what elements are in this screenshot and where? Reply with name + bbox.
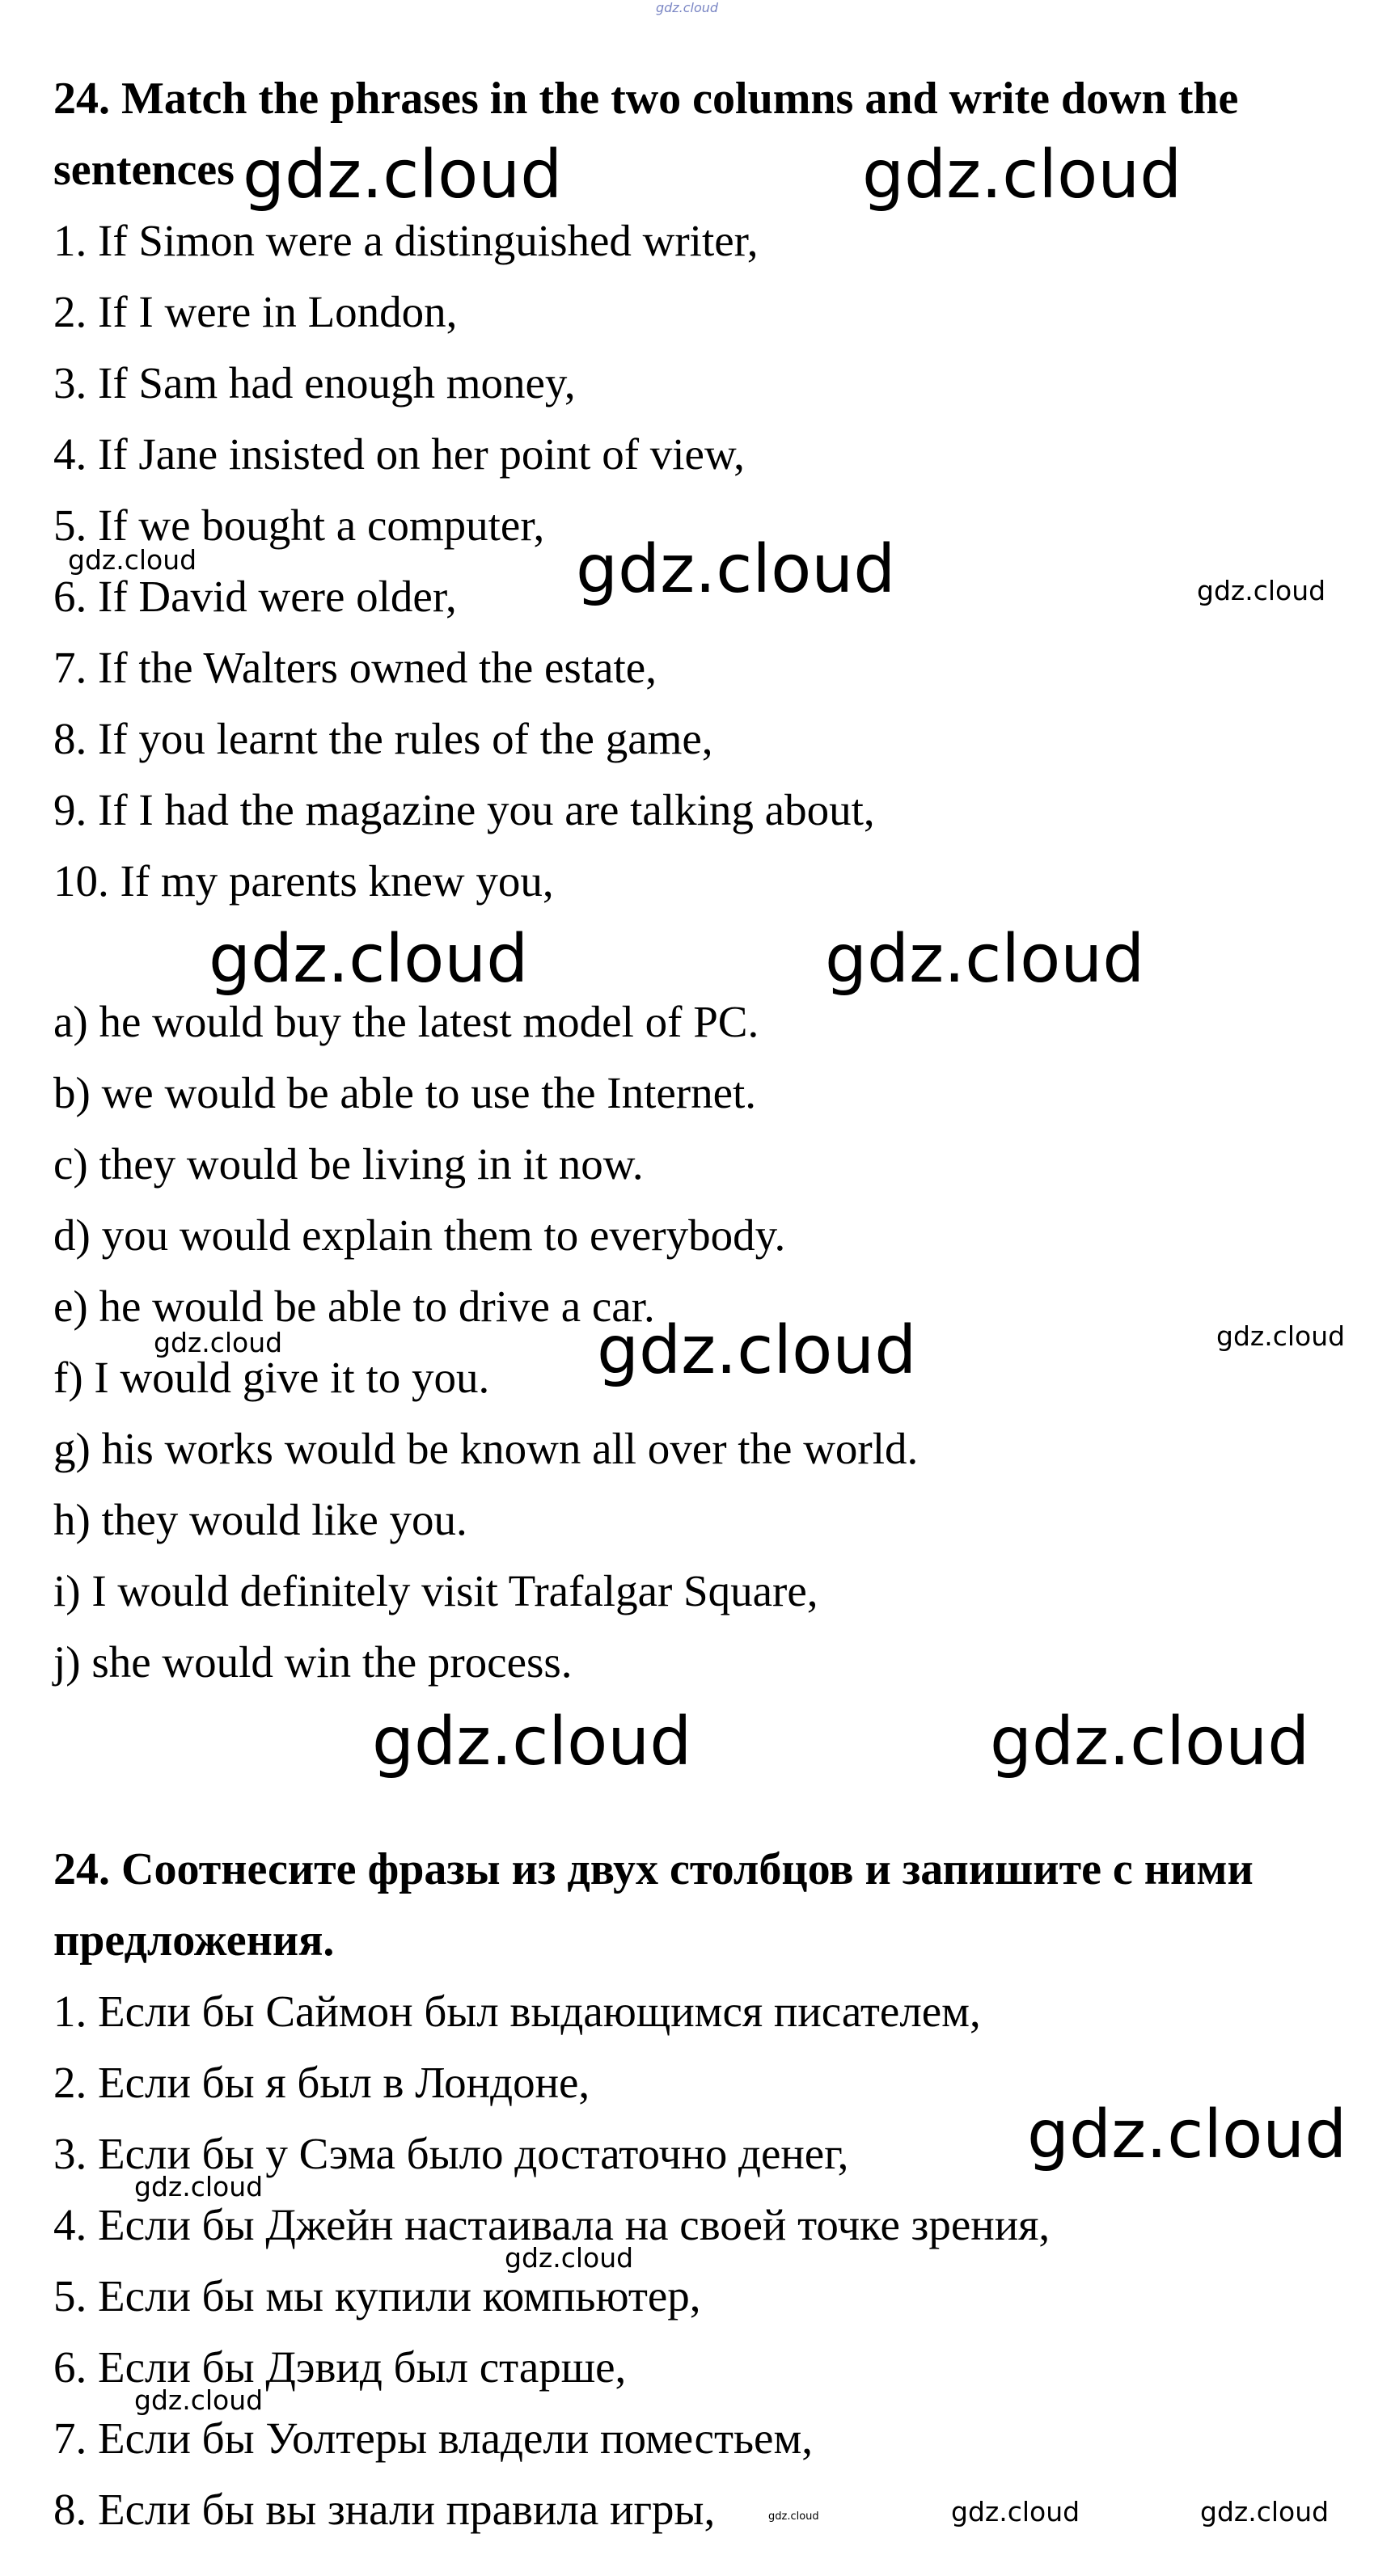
watermark: gdz.cloud: [209, 921, 529, 998]
result-item: i) I would definitely visit Trafalgar Square,: [53, 1566, 818, 1615]
result-item: a) he would buy the latest model of PC.: [53, 997, 759, 1046]
result-item: d) you would explain them to everybody.: [53, 1210, 786, 1260]
result-item: e) he would be able to drive a car.: [53, 1282, 655, 1331]
result-item: h) they would like you.: [53, 1495, 467, 1544]
watermark: gdz.cloud: [68, 544, 197, 576]
condition-item: 8. If you learnt the rules of the game,: [53, 714, 713, 763]
condition-item: 1. If Simon were a distinguished writer,: [53, 216, 759, 265]
condition-item: 9. If I had the magazine you are talking about,: [53, 785, 875, 834]
condition-item: 7. If the Walters owned the estate,: [53, 643, 657, 692]
condition-item-russian: 5. Если бы мы купили компьютер,: [53, 2271, 701, 2321]
condition-item-russian: 4. Если бы Джейн настаивала на своей точке зрения,: [53, 2200, 1051, 2249]
result-item: j) she would win the process.: [53, 1637, 573, 1687]
watermark: gdz.cloud: [597, 1312, 917, 1389]
condition-item: 3. If Sam had enough money,: [53, 358, 576, 408]
result-item: g) his works would be known all over the world.: [53, 1424, 919, 1473]
condition-item-russian: 3. Если бы у Сэма было достаточно денег,: [53, 2129, 849, 2178]
watermark: gdz.cloud: [154, 1327, 283, 1358]
condition-item: 5. If we bought a computer,: [53, 500, 545, 550]
condition-item: 6. If David were older,: [53, 572, 457, 621]
watermark: gdz.cloud: [134, 2171, 264, 2202]
watermark: gdz.cloud: [1027, 2097, 1347, 2173]
result-item: c) they would be living in it now.: [53, 1139, 644, 1189]
watermark: gdz.cloud: [768, 2511, 819, 2523]
condition-item: 10. If my parents knew you,: [53, 856, 554, 906]
condition-item: 2. If I were in London,: [53, 287, 458, 336]
watermark: gdz.cloud: [825, 921, 1145, 998]
watermark: gdz.cloud: [951, 2496, 1080, 2527]
condition-item-russian: 1. Если бы Саймон был выдающимся писателем,: [53, 1987, 981, 2036]
watermark: gdz.cloud: [1197, 575, 1326, 606]
watermark: gdz.cloud: [243, 137, 563, 213]
watermark: gdz.cloud: [505, 2242, 634, 2274]
watermark: gdz.cloud: [372, 1704, 692, 1780]
watermark: gdz.cloud: [990, 1704, 1310, 1780]
watermark: gdz.cloud: [134, 2384, 264, 2416]
watermark: gdz.cloud: [1216, 1320, 1346, 1352]
condition-item-russian: 2. Если бы я был в Лондоне,: [53, 2058, 590, 2107]
watermark: gdz.cloud: [862, 137, 1182, 213]
result-item: b) we would be able to use the Internet.: [53, 1068, 757, 1117]
watermark: gdz.cloud: [1200, 2496, 1330, 2527]
condition-item-russian: 7. Если бы Уолтеры владели поместьем,: [53, 2413, 814, 2463]
result-item: f) I would give it to you.: [53, 1353, 490, 1402]
top-watermark: gdz.cloud: [655, 0, 719, 15]
exercise-heading-english: 24. Match the phrases in the two columns and write down the sentences: [53, 74, 1239, 195]
condition-item: 4. If Jane insisted on her point of view,: [53, 429, 745, 479]
condition-item-russian: 6. Если бы Дэвид был старше,: [53, 2342, 627, 2392]
exercise-heading-russian: 24. Соотнесите фразы из двух столбцов и запишите с ними предложения.: [53, 1844, 1254, 1966]
condition-item-russian: 8. Если бы вы знали правила игры,: [53, 2485, 716, 2534]
watermark: gdz.cloud: [576, 531, 896, 608]
